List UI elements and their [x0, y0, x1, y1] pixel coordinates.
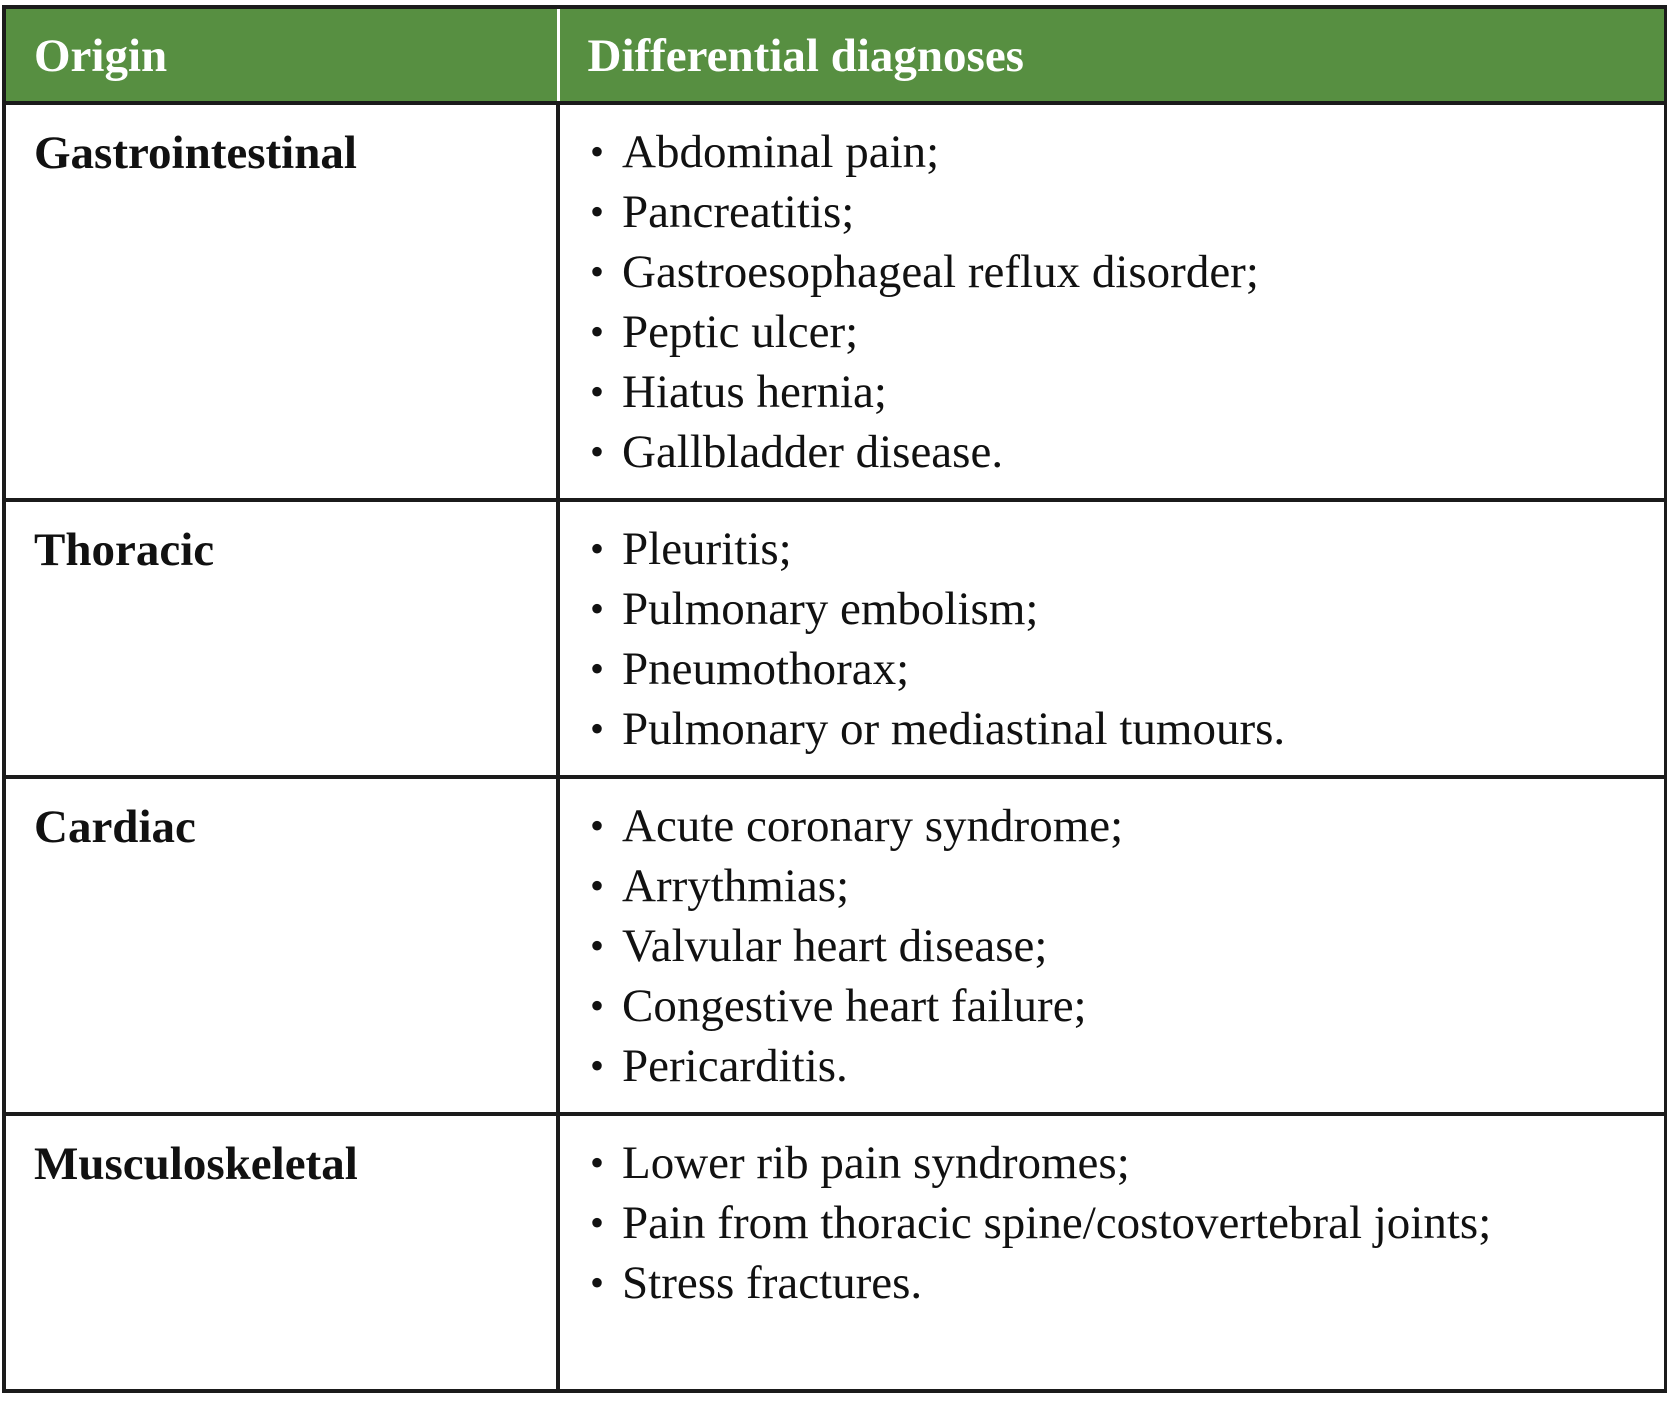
diagnoses-cell — [558, 103, 1666, 500]
list-item: • Pleuritis; — [584, 519, 1644, 579]
diagnoses-cell — [558, 777, 1666, 1114]
list-item: • Pulmonary embolism; — [584, 579, 1644, 639]
table-row-musculoskeletal — [4, 1114, 1666, 1391]
origin-cell: Gastrointestinal — [4, 103, 558, 500]
list-item: • Peptic ulcer; — [584, 302, 1644, 362]
list-item: • Valvular heart disease; — [584, 916, 1644, 976]
diagnosis-list — [584, 796, 1644, 1096]
list-item: • Arrythmias; — [584, 856, 1644, 916]
table-row-gastrointestinal — [4, 103, 1666, 500]
list-item: • Hiatus hernia; — [584, 362, 1644, 422]
diagnosis-list — [584, 519, 1644, 759]
list-item: • Pancreatitis; — [584, 182, 1644, 242]
list-item: • Gastroesophageal reflux disorder; — [584, 242, 1644, 302]
table-header-row — [4, 7, 1666, 103]
diagnoses-cell — [558, 1114, 1666, 1391]
table-row-thoracic — [4, 500, 1666, 777]
list-item: • Pericarditis. — [584, 1036, 1644, 1096]
list-item: • Pneumothorax; — [584, 639, 1644, 699]
diagnoses-cell — [558, 500, 1666, 777]
origin-cell: Cardiac — [4, 777, 558, 1114]
list-item: • Pulmonary or mediastinal tumours. — [584, 699, 1644, 759]
diagnosis-list — [584, 122, 1644, 482]
diagnosis-list — [584, 1133, 1644, 1313]
header-origin: Origin — [4, 7, 558, 103]
origin-cell: Thoracic — [4, 500, 558, 777]
differential-diagnoses-table — [2, 5, 1667, 1393]
list-item: • Abdominal pain; — [584, 122, 1644, 182]
table-row-cardiac — [4, 777, 1666, 1114]
list-item: • Congestive heart failure; — [584, 976, 1644, 1036]
origin-cell: Musculoskeletal — [4, 1114, 558, 1391]
list-item: • Stress fractures. — [584, 1253, 1644, 1313]
list-item: • Pain from thoracic spine/costovertebral joints; — [584, 1193, 1644, 1253]
list-item: • Acute coronary syndrome; — [584, 796, 1644, 856]
header-differential-diagnoses: Differential diagnoses — [558, 7, 1666, 103]
list-item: • Gallbladder disease. — [584, 422, 1644, 482]
list-item: • Lower rib pain syndromes; — [584, 1133, 1644, 1193]
